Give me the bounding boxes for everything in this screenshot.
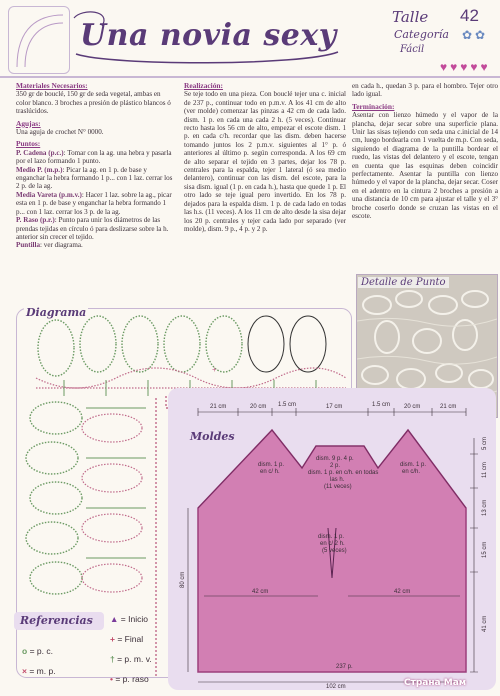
dim-top-3: 1.5 cm	[278, 402, 297, 408]
dim-right-3: 13 cm	[482, 499, 488, 516]
dism-mid-3: dism. 1 p. en c/h. en todas	[308, 470, 379, 476]
agujas-heading: Agujas:	[16, 118, 41, 128]
dism-right-1: dism. 1 p.	[400, 462, 427, 468]
materiales-text: 350 gr de bouclé, 150 gr de seda vegetal, ambas en color blanco. 3 broches a presión de plástico blancos ó traslúcidos.	[16, 90, 171, 116]
dim-height-80: 80 cm	[180, 571, 186, 588]
svg-text:+: +	[212, 365, 217, 374]
flower-icon: ✿ ✿	[462, 28, 486, 42]
punto-raso: P. Raso (p.r.): Punto para unir los diámetros de las prendas tejidas en círculo ó para deslizarse sobre la h. anterior sin crecer el tejido.	[16, 216, 169, 241]
dim-right-1: 5 cm	[482, 436, 488, 450]
puntilla: Puntilla: ver diagrama.	[16, 241, 83, 250]
dim-top-4: 17 cm	[326, 404, 343, 410]
materials-column	[16, 82, 174, 250]
dim-top-5: 1.5 cm	[372, 402, 391, 408]
dim-bottom-102: 102 cm	[326, 684, 346, 690]
realizacion-heading: Realización:	[184, 81, 223, 90]
dim-left-42: 42 cm	[252, 589, 269, 595]
dism-center-3: (5 veces)	[322, 548, 347, 554]
page-title: Una novia sexy	[80, 18, 337, 53]
dim-right-5: 41 cm	[482, 615, 488, 632]
talle-label: Talle	[392, 8, 429, 26]
legend-title: Referencias	[20, 614, 93, 627]
moldes-label: Moldes	[190, 430, 235, 443]
legend-item-pmv: † = p. m. v.	[110, 654, 152, 664]
dism-right-2: en c/h.	[402, 469, 421, 475]
dism-left-1: dism. 1 p.	[258, 462, 285, 468]
dism-center-2: en c/ 2 h.	[320, 541, 345, 547]
corner-ornament	[8, 6, 70, 74]
dim-bottom-237: 237 p.	[336, 664, 353, 670]
realizacion-column	[184, 82, 346, 233]
punto-cadena: P. Cadena (p.c.): Tomar con la ag. una hebra y pasarla por el lazo formando 1 punto.	[16, 148, 172, 166]
dism-mid-5: (11 veces)	[324, 484, 352, 490]
realizacion-text: Se teje todo en una pieza. Con bouclé tejer una c. inicial de 237 p., continuar todo en p.m.v. A los 41 cm de alto (ver molde) comenzar las pinzas a 42 cm de cada lado. dism. 1 p. en cada una cada 2 h. (5 veces). Continuar recto hasta los 56 cm de alto, empezar el escote dism. 1 p. en cada c/h. recordar que las dism. deben hacerse tomando juntos los 2 p.m.v. siguientes al 1° p. ó anteriores al último p. según corresponda. A los 69 cm de alto separar el tejido en 3 partes, dejar los 78 p. centrales para la espalda, tejer 1 lateral (ó sea medio delantero), continuar con las dism. del escote, para la sisa dism. igual (1 p. en cada h.), hasta que quede 1 p. El otro lado se teje igual pero invertido. En los 78 p. dejados para la espalda dism. 1 p. de cada lado en todas las h.s. (11 veces). A los 11 cm de alto desde la sisa dejar los 20 p. centrales y tejer cada lado por separado (ver molde), dism. 9 p., 4 p. y 2 p.	[184, 90, 346, 233]
legend-item-praso: • = p. raso	[110, 674, 149, 684]
header-divider	[0, 76, 500, 78]
legend-item-final: + = Final	[110, 634, 144, 644]
materiales-heading: Materiales Necesarios:	[16, 81, 88, 90]
categoria-label: Categoría	[394, 28, 449, 41]
watermark: Страна Мам	[404, 678, 467, 688]
agujas-text: Una aguja de crochet N° 0000.	[16, 128, 104, 137]
legend-item-inicio: ▲ = Inicio	[110, 614, 148, 624]
dism-center-1: dism. 1 p.	[318, 534, 345, 540]
legend	[14, 612, 214, 694]
terminacion-column	[352, 82, 498, 221]
puntos-heading: Puntos:	[16, 139, 41, 149]
terminacion-text: Asentar con lienzo húmedo y el vapor de la plancha, dejar secar sobre una superficie plana. Unir las sisas tejiendo con seda una c.inicial de 14 cm, luego bordearla con 1 vuelta de m.p. Con seda, siguiendo el diagrama de la puntilla bordear el ruedo, las vistas del delantero y el escote, tengan en cuenta que las esquinas deben coincidir perfectamente. Asentar la puntilla con lienzo húmedo y el vapor de la plancha, dejar secar. Coser en el adentro en la cintura 2 broches a presión a una distancia de 10 cm para ajustar el talle y el 3° broche coserlo donde se cruzan las vistas en el escote.	[352, 111, 498, 221]
dim-right-4: 15 cm	[482, 541, 488, 558]
talle-panel	[382, 4, 498, 78]
dim-top-6: 20 cm	[404, 404, 421, 410]
page-number: 42	[460, 6, 479, 25]
legend-item-pc: o = p. c.	[22, 646, 53, 656]
dism-mid-4: las h.	[330, 477, 345, 483]
legend-item-mp: × = m. p.	[22, 666, 56, 676]
dism-left-2: en c/ h.	[260, 469, 280, 475]
hearts-icon: ♥ ♥ ♥ ♥ ♥	[440, 60, 488, 74]
dism-mid-2: 2 p.	[330, 463, 341, 469]
realizacion-continued: en cada h., quedan 3 p. para el hombro. Tejer otro lado igual.	[352, 82, 498, 99]
diagram-label: Diagrama	[26, 306, 87, 319]
dim-top-1: 21 cm	[210, 404, 227, 410]
page-title-banner	[72, 8, 342, 66]
dism-mid-1: dism. 9 p. 4 p.	[316, 456, 354, 462]
dim-top-7: 21 cm	[440, 404, 457, 410]
dim-right-42: 42 cm	[394, 589, 411, 595]
categoria-value: Fácil	[400, 44, 425, 55]
punto-medio: Medio P. (m.p.): Picar la ag. en 1 p. de base y enganchar la hebra formando 1 p... con 1 laz. cerrar los 2 p. de la ag.	[16, 165, 173, 191]
photo-label: Detalle de Punto	[358, 277, 449, 288]
terminacion-heading: Terminación:	[352, 101, 395, 111]
punto-media-vareta: Media Vareta (p.m.v.): Hacer 1 laz. sobre la ag., picar esta en 1 p. de base y enganchar la hebra formando 1 p... con 1 laz. cerrar los 3 p. de la ag.	[16, 190, 172, 216]
dim-right-2: 11 cm	[482, 462, 488, 478]
dim-top-2: 20 cm	[250, 404, 267, 410]
